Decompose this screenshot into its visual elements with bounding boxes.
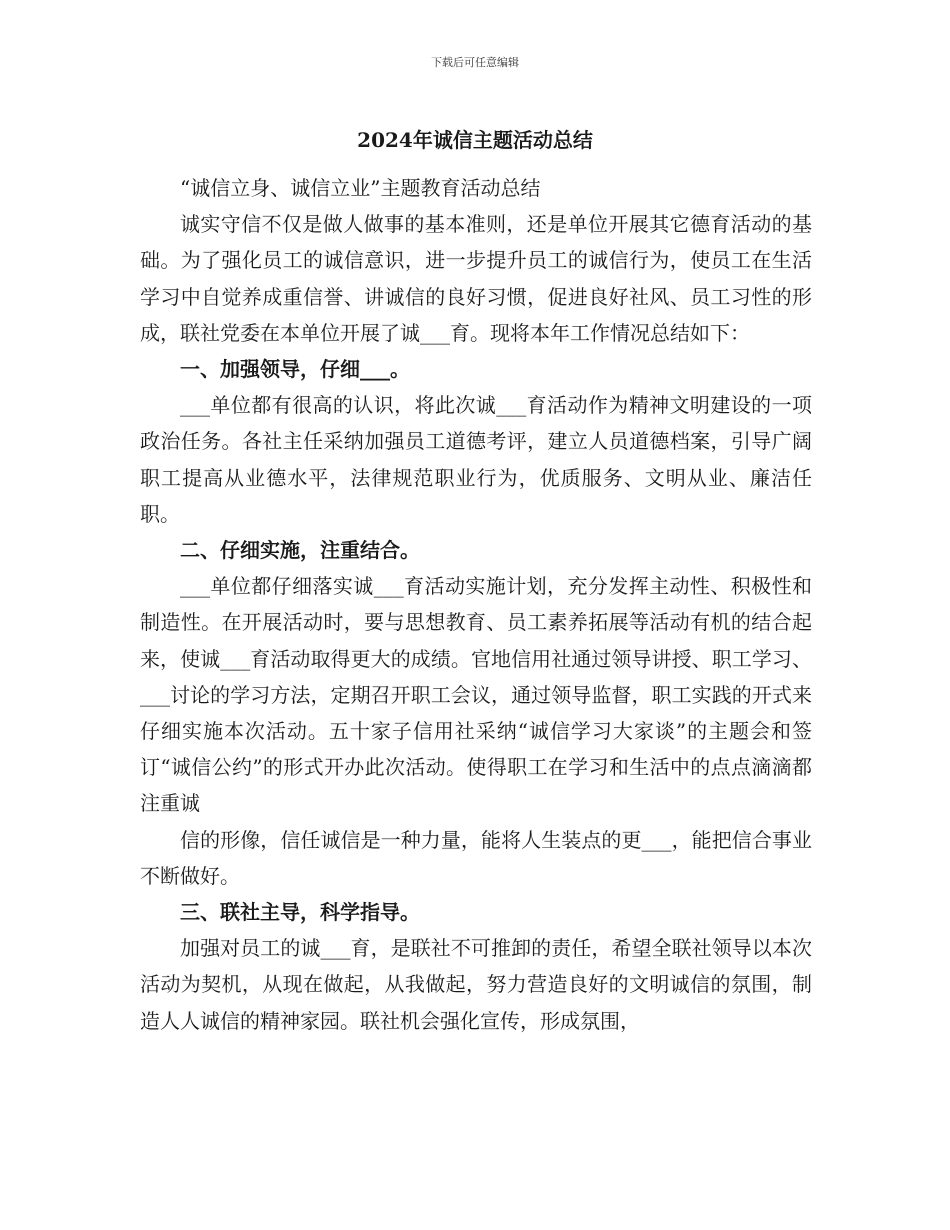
intro-paragraph: 诚实守信不仅是做人做事的基本准则，还是单位开展其它德育活动的基础。为了强化员工的诚信意识，进一步提升员工的诚信行为，使员工在生活学习中自觉养成重信誉、讲诚信的良好习惯，促进良好社风、员工习性的形成，联社党委在本单位开展了诚___育。现将本年工作情况总结如下： xyxy=(140,212,812,345)
body-paragraph: 信的形像，信任诚信是一种力量，能将人生装点的更___，能把信合事业不断做好。 xyxy=(140,827,812,888)
document-title: 2024年诚信主题活动总结 xyxy=(357,128,593,152)
section-heading-1: 一、加强领导，仔细___。 xyxy=(180,357,410,382)
section-heading-2: 二、仔细实施，注重结合。 xyxy=(180,538,420,563)
section-heading-3: 三、联社主导，科学指导。 xyxy=(180,900,420,925)
body-paragraph: ___单位都有很高的认识，将此次诚___育活动作为精神文明建设的一项政治任务。各社主任采纳加强员工道德考评，建立人员道德档案，引导广阔职工提高从业德水平，法律规范职业行为，优质服务、文明从业、廉洁任职。 xyxy=(140,393,812,526)
body-paragraph: ___单位都仔细落实诚___育活动实施计划，充分发挥主动性、积极性和制造性。在开展活动时，要与思想教育、员工素养拓展等活动有机的结合起来，使诚___育活动取得更大的成绩。官地信用社通过领导讲授、职工学习、___讨论的学习方法，定期召开职工会议，通过领导监督，职工实践的开式来仔细实施本次活动。五十家子信用社采纳“诚信学习大家谈”的主题会和签订“诚信公约”的形式开办此次活动。使得职工在学习和生活中的点点滴滴都注重诚 xyxy=(140,574,812,816)
subtitle-paragraph: “诚信立身、诚信立业”主题教育活动总结 xyxy=(180,176,541,200)
body-paragraph: 加强对员工的诚___育，是联社不可推卸的责任，希望全联社领导以本次活动为契机，从现在做起，从我做起，努力营造良好的文明诚信的氛围，制造人人诚信的精神家园。联社机会强化宣传，形成氛围， xyxy=(140,936,812,1033)
document-body xyxy=(140,170,812,1039)
header-note: 下载后可任意编辑 xyxy=(431,56,519,69)
